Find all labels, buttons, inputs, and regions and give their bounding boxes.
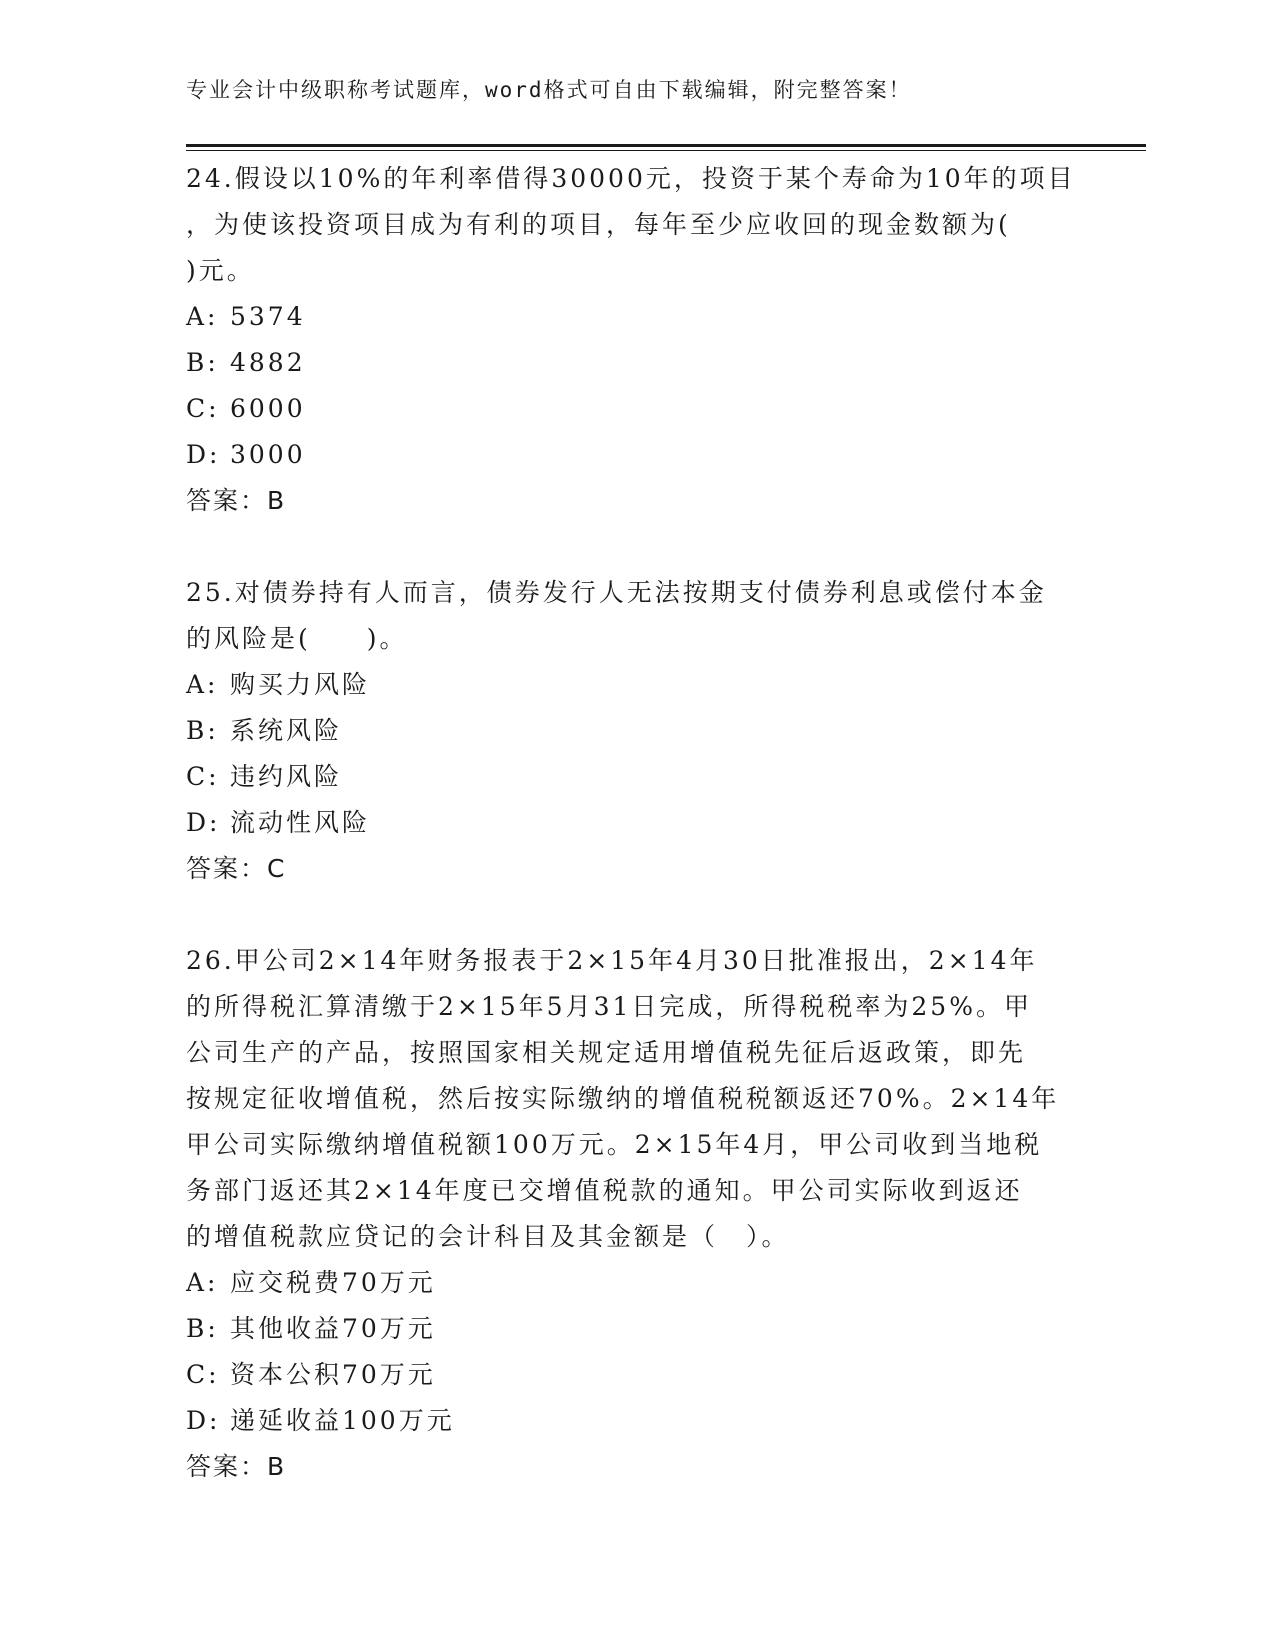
option-letter: A: [186,1268,219,1297]
option-text: 应交税费70万元 [230,1268,436,1297]
option-letter: A: [186,302,219,331]
option-letter: D: [186,440,221,469]
option-text: 其他收益70万元 [230,1314,436,1343]
option-text: 购买力风险 [230,670,371,699]
question-text-line: 26.甲公司2×14年财务报表于2×15年4月30日批准报出，2×14年 [186,946,1038,975]
option-text: 递延收益100万元 [230,1406,455,1435]
option-letter: D: [186,808,221,837]
question-26 [186,938,1086,1490]
option-d [186,1398,1086,1444]
option-letter: C: [186,1360,220,1389]
question-text-line: )元。 [186,256,255,285]
option-b [186,1306,1086,1352]
question-text-line: 公司生产的产品，按照国家相关规定适用增值税先征后返政策，即先 [186,1038,1027,1067]
question-text-line: 的增值税款应贷记的会计科目及其金额是（ ）。 [186,1222,790,1251]
option-d [186,432,1086,478]
question-text-line: 24.假设以10%的年利率借得30000元，投资于某个寿命为10年的项目 [186,164,1076,193]
option-a [186,1260,1086,1306]
answer: 答案：B [186,486,287,515]
header-rule-thick [186,144,1146,147]
option-a [186,662,1086,708]
answer: 答案：B [186,1452,287,1481]
option-text: 4882 [230,348,306,377]
question-text-line: 务部门返还其2×14年度已交增值税款的通知。甲公司实际收到返还 [186,1176,1023,1205]
option-d [186,800,1086,846]
question-text-line: 按规定征收增值税，然后按实际缴纳的增值税税额返还70%。2×14年 [186,1084,1060,1113]
question-list [186,156,1086,1536]
option-letter: B: [186,348,219,377]
option-letter: C: [186,394,220,423]
question-text-line: ，为使该投资项目成为有利的项目，每年至少应收回的现金数额为( [186,210,1011,239]
question-25 [186,570,1086,892]
option-c [186,386,1086,432]
option-text: 违约风险 [230,762,343,791]
option-b [186,708,1086,754]
option-c [186,754,1086,800]
question-text-line: 的风险是( )。 [186,624,408,653]
option-letter: C: [186,762,220,791]
option-letter: A: [186,670,219,699]
option-text: 资本公积70万元 [230,1360,436,1389]
answer: 答案：C [186,854,287,883]
page-header: 专业会计中级职称考试题库，word格式可自由下载编辑，附完整答案！ [186,78,912,102]
question-text-line: 的所得税汇算清缴于2×15年5月31日完成，所得税税率为25%。甲 [186,992,1032,1021]
option-text: 6000 [230,394,306,423]
question-text-line: 25.对债券持有人而言，债券发行人无法按期支付债券利息或偿付本金 [186,578,1047,607]
question-24 [186,156,1086,524]
option-letter: B: [186,716,219,745]
option-text: 系统风险 [230,716,343,745]
option-text: 3000 [230,440,306,469]
option-text: 5374 [230,302,306,331]
option-letter: B: [186,1314,219,1343]
header-rule-thin [186,150,1146,151]
option-text: 流动性风险 [230,808,371,837]
option-letter: D: [186,1406,221,1435]
option-c [186,1352,1086,1398]
option-b [186,340,1086,386]
question-text-line: 甲公司实际缴纳增值税额100万元。2×15年4月，甲公司收到当地税 [186,1130,1043,1159]
option-a [186,294,1086,340]
